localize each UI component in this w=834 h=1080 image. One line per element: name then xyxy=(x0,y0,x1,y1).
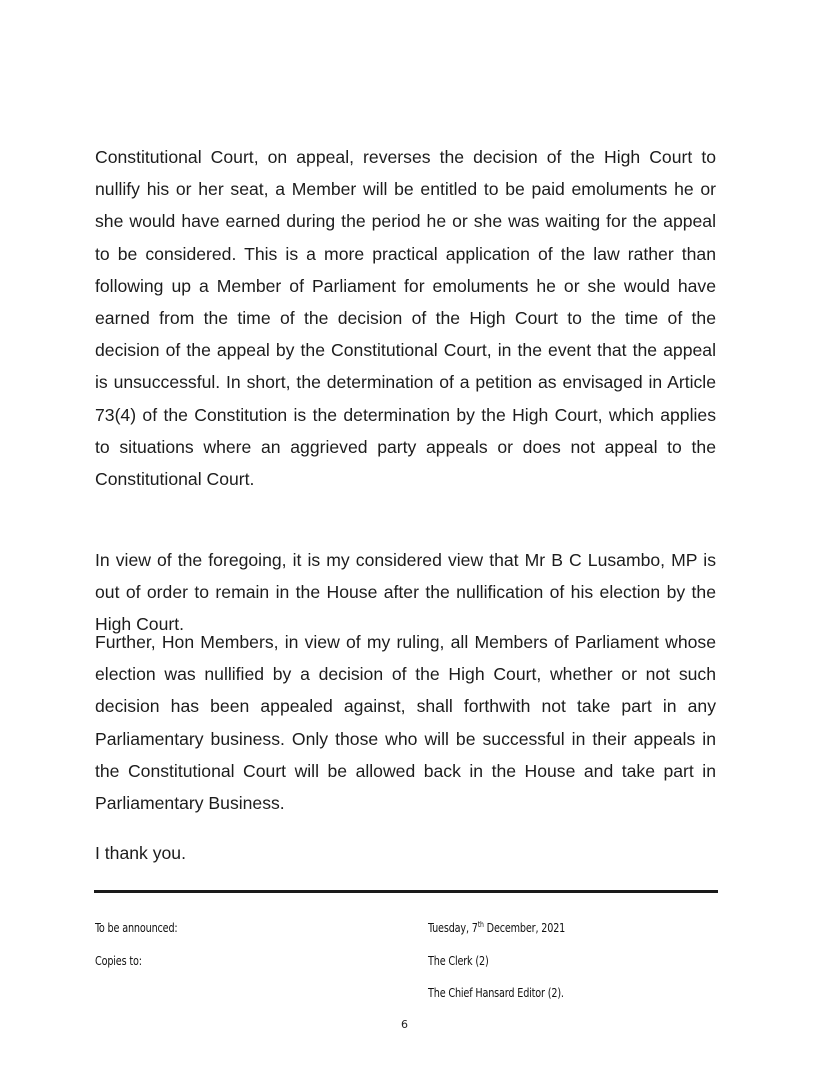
paragraph-appeal-emoluments xyxy=(95,141,716,495)
date-month-year: December, 2021 xyxy=(483,920,566,935)
paragraph-text: Constitutional Court, on appeal, reverses the decision of the High Court to nullify his or her seat, a Member will be entitled to be paid emoluments he or she would have earned during the period he or she was waiting for the appeal to be considered. This is a more practical application of the law rather than following up a Member of Parliament for emoluments he or she would have earned from the time of the decision of the High Court to the time of the decision of the appeal by the Constitutional Court, in the event that the appeal is unsuccessful. In short, the determination of a petition as envisaged in Article 73(4) of the Constitution is the determination by the High Court, which applies to situations where an aggrieved party appeals or does not appeal to the Constitutional Court. xyxy=(95,147,716,490)
copies-label: Copies to: xyxy=(95,953,142,968)
copy-recipient-hansard-editor: The Chief Hansard Editor (2). xyxy=(428,985,564,1000)
copy-recipient-clerk: The Clerk (2) xyxy=(428,953,489,968)
closing-line xyxy=(95,837,716,869)
announced-label: To be announced: xyxy=(95,920,178,935)
paragraph-text: In view of the foregoing, it is my considered view that Mr B C Lusambo, MP is out of order to remain in the House after the nullification of his election by the High Court. xyxy=(95,550,716,635)
horizontal-divider xyxy=(94,890,718,893)
paragraph-further-ruling xyxy=(95,626,716,819)
paragraph-text: I thank you. xyxy=(95,843,186,863)
page-number: 6 xyxy=(401,1018,408,1031)
ruling-date xyxy=(428,920,565,936)
date-day: Tuesday, 7 xyxy=(428,920,478,935)
date-ordinal-suffix: th xyxy=(477,920,484,929)
paragraph-text: Further, Hon Members, in view of my ruling, all Members of Parliament whose election was nullified by a decision of the High Court, whether or not such decision has been appealed against, shall forthwith not take part in any Parliamentary business. Only those who will be successful in their appeals in the Constitutional Court will be allowed back in the House and take part in Parliamentary Business. xyxy=(95,632,716,814)
